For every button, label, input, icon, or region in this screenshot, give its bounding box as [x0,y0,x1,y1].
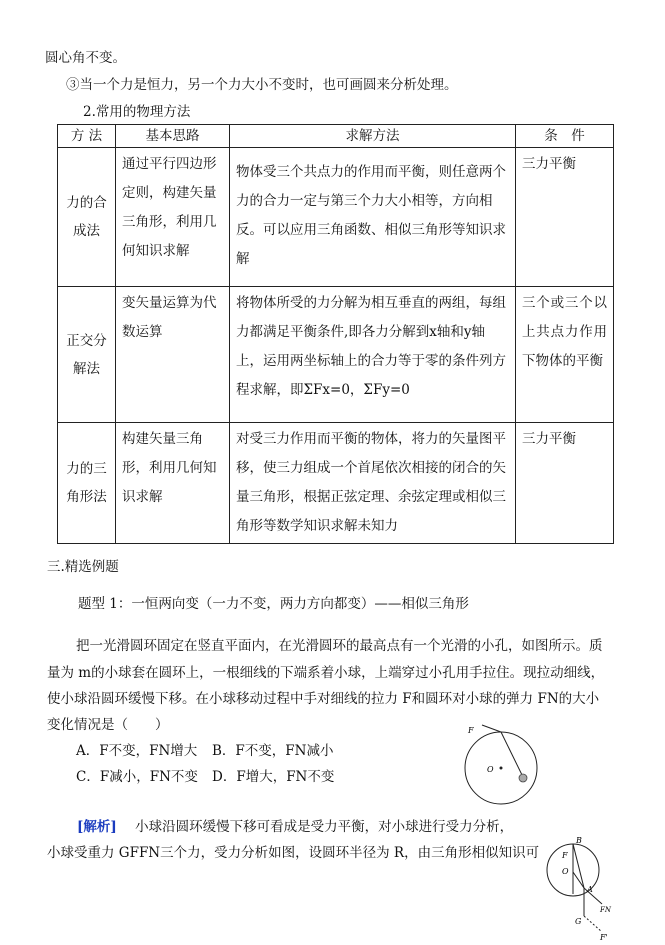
problem-line-2: 量为 m的小球套在圆环上，一根细线的下端系着小球，上端穿过小孔用手拉住。现拉动细线， [47,665,605,681]
method-name [58,148,116,287]
thread-ba [573,844,584,888]
center-dot [500,767,503,770]
method-condition [516,148,614,287]
force-diagram [540,832,620,942]
section-title-methods: 2.常用的物理方法 [83,104,191,120]
method-idea [116,423,230,544]
method-solution-text: 对受三力作用而平衡的物体，将力的矢量图平移，使三力组成一个首尾依次相接的闭合的矢量三角形，根据正弦定理、余弦定理或相似三角形等数学知识求解未知力 [236,431,506,534]
method-condition-text: 三力平衡 [522,156,576,172]
table-row [58,287,614,423]
figure1-label-o: O [487,765,494,774]
header-solution: 求解方法 [230,125,516,148]
methods-table [57,124,614,544]
analysis-line-2: 小球受重力 GFFN三个力，受力分析如图，设圆环半径为 R，由三角形相似知识可 [47,845,540,861]
method-solution-text: 物体受三个共点力的作用而平衡，则任意两个力的合力一定与第三个力大小相等，方向相反。可以应用三角函数、相似三角形等知识求解 [236,164,506,267]
ball-icon [519,774,527,782]
option-b: B．F不变，FN减小 [212,743,334,759]
method-solution-text: 将物体所受的力分解为相互垂直的两组，每组力都满足平衡条件,即各力分解到x轴和y轴上，运用两坐标轴上的合力等于零的条件列方程求解，即ΣFx=0，ΣFy=0 [236,295,506,398]
analysis-tag: [解析] [77,819,117,835]
method-solution [230,148,516,287]
figure2-label-f: F [562,851,568,860]
figure2-label-a: A [587,885,593,894]
table-row [58,148,614,287]
method-name-text: 正交分解法 [66,332,107,377]
header-condition: 条 件 [516,125,614,148]
method-idea-text: 构建矢量三角形，利用几何知识求解 [122,431,217,505]
header-method: 方 法 [58,125,116,148]
analysis-text-1: 小球沿圆环缓慢下移可看成是受力平衡，对小球进行受力分析， [135,819,514,835]
method-solution [230,287,516,423]
type-title: 题型 1：一恒两向变（一力不变，两力方向都变）——相似三角形 [78,596,469,612]
method-solution [230,423,516,544]
table-header-row [58,125,614,148]
method-name-text: 力的三角形法 [66,461,107,505]
figure2-label-fp: F' [600,933,608,942]
thread-to-ball [501,732,523,777]
analysis-line-1 [77,814,513,840]
intro-line-2: ③当一个力是恒力，另一个力大小不变时，也可画圆来分析处理。 [66,77,458,93]
problem-line-4: 变化情况是（ ） [47,717,169,733]
method-name [58,287,116,423]
problem-line-3: 使小球沿圆环缓慢下移。在小球移动过程中手对细线的拉力 F和圆环对小球的弹力 FN的大小 [47,691,600,707]
resultant-vector [584,916,602,932]
method-condition-text: 三个或三个以上共点力作用下物体的平衡 [522,295,607,369]
figure2-label-o: O [562,867,569,876]
problem-line-1: 把一光滑圆环固定在竖直平面内，在光滑圆环的最高点有一个光滑的小孔，如图所示。质 [76,638,603,654]
figure2-label-g: G [575,917,582,926]
figure1-label-f: F [468,726,474,735]
figure2-label-fn: FN [600,906,611,914]
method-name [58,423,116,544]
figure2-label-b: B [576,836,582,845]
intro-line-1: 圆心角不变。 [45,50,126,66]
method-name-text: 力的合成法 [66,195,107,239]
method-idea-text: 通过平行四边形定则，构建矢量三角形，利用几何知识求解 [122,156,217,259]
method-idea [116,287,230,423]
table-row [58,423,614,544]
ring-figure [458,722,548,806]
method-condition [516,423,614,544]
option-d: D．F增大，FN不变 [212,769,335,785]
method-condition [516,287,614,423]
method-idea [116,148,230,287]
option-a: A．F不变，FN增大 [76,743,198,759]
header-idea: 基本思路 [116,125,230,148]
section-title-examples: 三.精选例题 [47,559,119,575]
method-idea-text: 变矢量运算为代数运算 [122,295,217,340]
option-c: C．F减小，FN不变 [76,769,198,785]
method-condition-text: 三力平衡 [522,431,576,447]
thread-line [482,725,501,732]
